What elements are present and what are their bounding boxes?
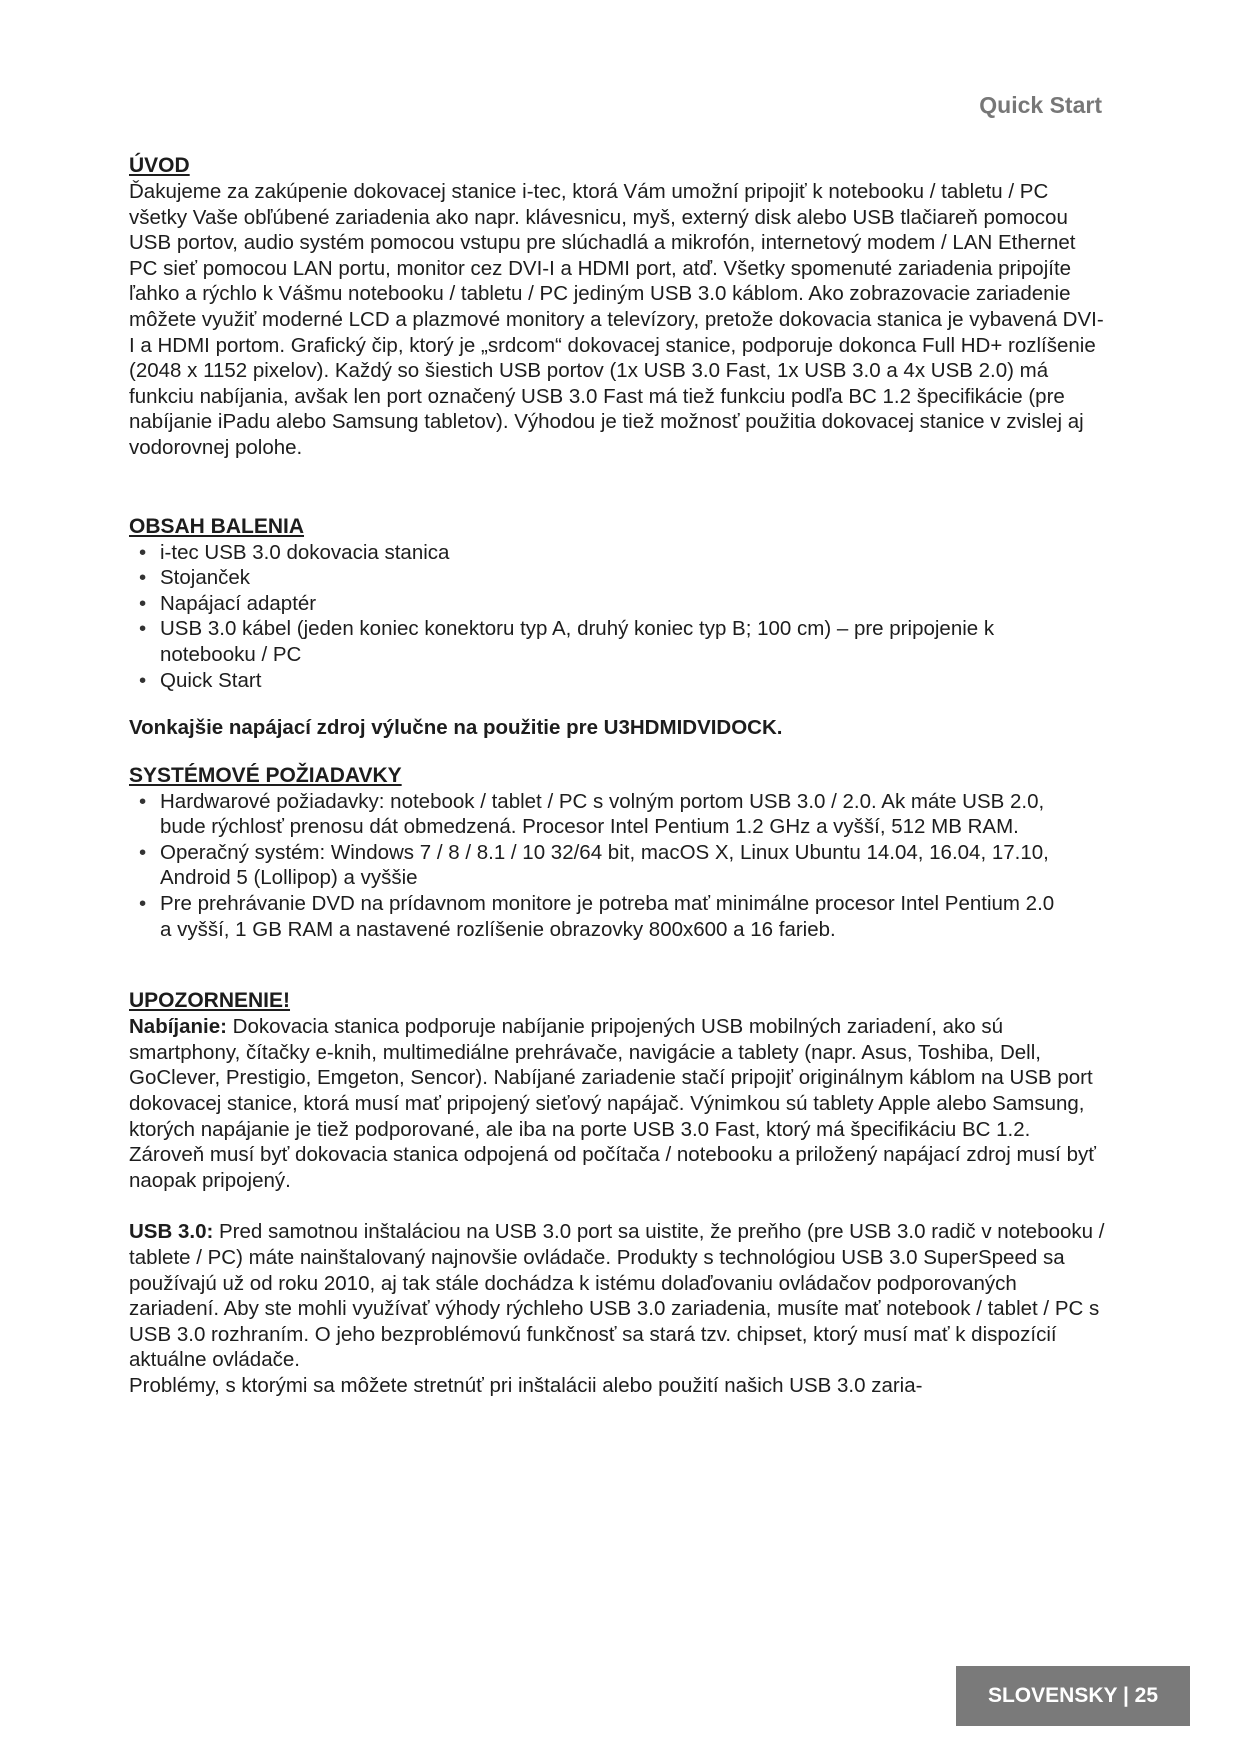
list-item: • Operačný systém: Windows 7 / 8 / 8.1 / 10 32/64 bit, macOS X, Linux Ubuntu 14.04, 16.04, 17.10, Android 5 (Lollipop) a vyššie	[129, 840, 1109, 891]
package-section	[129, 514, 1109, 741]
intro-paragraph: Ďakujeme za zakúpenie dokovacej stanice i-tec, ktorá Vám umožní pripojiť k notebooku / tabletu / PC všetky Vaše obľúbené zariadenia ako napr. klávesnicu, myš, externý disk alebo USB tlačiareň pomocou USB portov, audio systém pomocou vstupu pre slúchadlá a mikrofón, internetový modem / LAN Ethernet PC sieť pomocou LAN portu, monitor cez DVI-I a HDMI port, atď. Všetky spomenuté zariadenia pripojíte ľahko a rýchlo k Vášmu notebooku / tabletu / PC jediným USB 3.0 káblom. Ako zobrazovacie zariadenie môžete využiť moderné LCD a plazmové monitory a televízory, pretože dokovacia stanica je vybavená DVI-I a HDMI portom. Grafický čip, ktorý je „srdcom“ dokovacej stanice, podporuje dokonca Full HD+ rozlíšenie (2048 x 1152 pixelov). Každý so šiestich USB portov (1x USB 3.0 Fast, 1x USB 3.0 a 4x USB 2.0) má funkciu nabíjania, avšak len port označený USB 3.0 Fast má tiež funkciu podľa BC 1.2 špecifikácie (pre nabíjanie iPadu alebo Samsung tabletov). Výhodou je tiež možnosť použitia dokovacej stanice v zvislej aj vodorovnej polohe.	[129, 180, 1104, 459]
warning-heading: UPOZORNENIE!	[129, 989, 291, 1013]
list-item: • Quick Start	[129, 668, 1109, 694]
page-header-title: Quick Start	[979, 92, 1102, 118]
power-supply-note: Vonkajšie napájací zdroj výlučne na použitie pre U3HDMIDVIDOCK.	[129, 716, 783, 740]
list-item: • USB 3.0 kábel (jeden koniec konektoru typ A, druhý koniec typ B; 100 cm) – pre pripojenie k notebooku / PC	[129, 616, 1109, 667]
requirements-heading: SYSTÉMOVÉ POŽIADAVKY	[129, 763, 402, 787]
usb-paragraph	[129, 1219, 1109, 1373]
requirements-list	[129, 789, 1109, 943]
footer-page-label: SLOVENSKY | 25	[956, 1666, 1190, 1726]
page-content	[129, 153, 1109, 1399]
list-item: • Napájací adaptér	[129, 591, 1109, 617]
charging-text: Dokovacia stanica podporuje nabíjanie pripojených USB mobilných zariadení, ako sú smartphony, čítačky e-knih, multimediálne prehrávače, navigácie a tablety (napr. Asus, Toshiba, Dell, GoClever, Prestigio, Emgeton, Sencor). Nabíjané zariadenie stačí pripojiť originálnym káblom na USB port dokovacej stanice, ktorá musí mať pripojený sieťový napájač. Výnimkou sú tablety Apple alebo Samsung, ktorých napájanie je tiež podporované, ale iba na porte USB 3.0 Fast, ktorý má špecifikáciu BC 1.2. Zároveň musí byť dokovacia stanica odpojená od počítača / notebooku a priložený napájací zdroj musí byť naopak pripojený.	[129, 1015, 1096, 1192]
warning-section	[129, 988, 1109, 1398]
charging-paragraph	[129, 1014, 1109, 1193]
intro-heading: ÚVOD	[129, 154, 190, 177]
charging-label: Nabíjanie:	[129, 1015, 227, 1039]
list-item: • Pre prehrávanie DVD na prídavnom monitore je potreba mať minimálne procesor Intel Pentium 2.0 a vyšší, 1 GB RAM a nastavené rozlíšenie obrazovky 800x600 a 16 farieb.	[129, 891, 1109, 942]
usb-label: USB 3.0:	[129, 1220, 214, 1244]
intro-section	[129, 153, 1109, 461]
requirements-section	[129, 763, 1109, 943]
package-list	[129, 540, 1109, 694]
list-item: • Stojanček	[129, 565, 1109, 591]
list-item: • Hardwarové požiadavky: notebook / tablet / PC s volným portom USB 3.0 / 2.0. Ak máte USB 2.0, bude rýchlosť prenosu dát obmedzená. Procesor Intel Pentium 1.2 GHz a vyšší, 512 MB RAM.	[129, 789, 1109, 840]
problems-paragraph: Problémy, s ktorými sa môžete stretnúť pri inštalácii alebo použití našich USB 3.0 zaria-	[129, 1373, 923, 1397]
list-item: • i-tec USB 3.0 dokovacia stanica	[129, 540, 1109, 566]
package-heading: OBSAH BALENIA	[129, 514, 305, 538]
usb-text: Pred samotnou inštaláciou na USB 3.0 port sa uistite, že preňho (pre USB 3.0 radič v notebooku / tablete / PC) máte nainštalovaný najnovšie ovládače. Produkty s technológiou USB 3.0 SuperSpeed sa používajú už od roku 2010, aj tak stále dochádza k istému dolaďovaniu ovládačov podporovaných zariadení. Aby ste mohli využívať výhody rýchleho USB 3.0 zariadenia, musíte mať notebook / tablet / PC s USB 3.0 rozhraním. O jeho bezproblémovú funkčnosť sa stará tzv. chipset, ktorý musí mať k dispozícií aktuálne ovládače.	[129, 1220, 1105, 1372]
